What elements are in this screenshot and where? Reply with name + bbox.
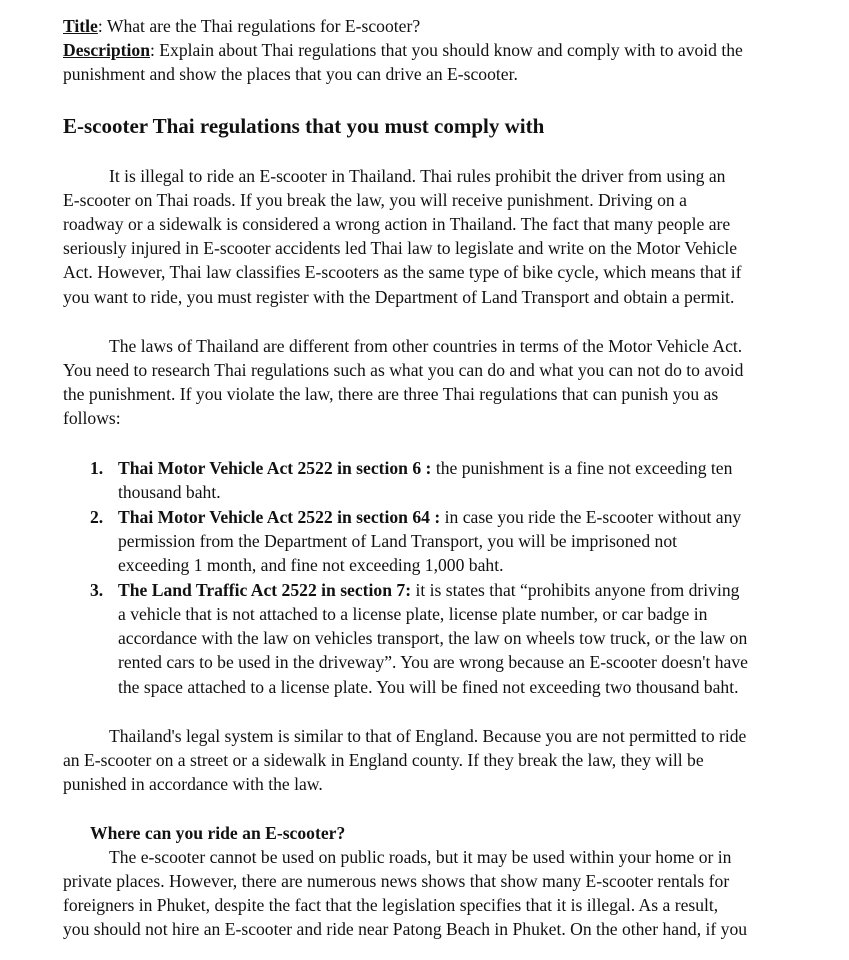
paragraph-line: seriously injured in E-scooter accidents led Thai law to legislate and write on the Motor Vehicle [63, 238, 738, 258]
title-text: : What are the Thai regulations for E-scooter? [97, 16, 421, 36]
paragraph-line: the punishment. If you violate the law, there are three Thai regulations that can punish you as [63, 384, 719, 404]
paragraph-line: foreigners in Phuket, despite the fact that the legislation specifies that it is illegal. As a result, [63, 895, 719, 915]
paragraph-line: Thailand's legal system is similar to that of England. Because you are not permitted to ride [109, 726, 747, 746]
regulation-text: the punishment is a fine not exceeding ten [431, 458, 733, 478]
paragraph-line: follows: [63, 408, 121, 428]
list-number: 1. [90, 458, 104, 478]
subheading: Where can you ride an E-scooter? [90, 823, 346, 843]
paragraph-line: E-scooter on Thai roads. If you break the law, you will receive punishment. Driving on a [63, 190, 687, 210]
paragraph-line: roadway or a sidewalk is considered a wrong action in Thailand. The fact that many people are [63, 214, 731, 234]
regulation-title: The Land Traffic Act 2522 in section 7: [118, 580, 412, 600]
regulation-text: thousand baht. [118, 482, 221, 502]
paragraph-line: private places. However, there are numerous news shows that show many E-scooter rentals for [63, 871, 730, 891]
paragraph-line: punished in accordance with the law. [63, 774, 323, 794]
regulation-text: it is states that “prohibits anyone from driving [411, 580, 740, 600]
section-heading: E-scooter Thai regulations that you must comply with [63, 114, 545, 138]
regulation-text: rented cars to be used in the driveway”. You are wrong because an E-scooter doesn't have [118, 652, 748, 672]
paragraph-line: an E-scooter on a street or a sidewalk in England county. If they break the law, they will be [63, 750, 704, 770]
regulation-text: accordance with the law on vehicles transport, the law on wheels tow truck, or the law on [118, 628, 748, 648]
paragraph-line: you should not hire an E-scooter and ride near Patong Beach in Phuket. On the other hand, if you [63, 919, 748, 939]
paragraph-line: The laws of Thailand are different from other countries in terms of the Motor Vehicle Act. [109, 336, 743, 356]
paragraph-line: you want to ride, you must register with the Department of Land Transport and obtain a permit. [63, 287, 735, 307]
list-number: 3. [90, 580, 104, 600]
description-line [63, 38, 743, 62]
paragraph-line: Act. However, Thai law classifies E-scooters as the same type of bike cycle, which means that if [63, 262, 742, 282]
paragraph-line: The e-scooter cannot be used on public roads, but it may be used within your home or in [109, 847, 732, 867]
paragraph-line: You need to research Thai regulations such as what you can do and what you can not do to avoid [63, 360, 744, 380]
paragraph-line: It is illegal to ride an E-scooter in Thailand. Thai rules prohibit the driver from using an [109, 166, 726, 186]
title-line [63, 14, 420, 38]
description-text: : Explain about Thai regulations that you should know and comply with to avoid the [149, 40, 743, 60]
regulation-title: Thai Motor Vehicle Act 2522 in section 64 : [118, 507, 441, 527]
regulation-text: permission from the Department of Land Transport, you will be imprisoned not [118, 531, 678, 551]
regulation-text: in case you ride the E-scooter without any [440, 507, 742, 527]
regulation-text: the space attached to a license plate. You will be fined not exceeding two thousand baht. [118, 677, 739, 697]
regulation-text: a vehicle that is not attached to a license plate, license plate number, or car badge in [118, 604, 708, 624]
description-label: Description [63, 40, 150, 60]
regulation-text: exceeding 1 month, and fine not exceeding 1,000 baht. [118, 555, 504, 575]
description-line-2: punishment and show the places that you can drive an E-scooter. [63, 64, 518, 84]
title-label: Title [63, 16, 98, 36]
list-number: 2. [90, 507, 104, 527]
regulation-title: Thai Motor Vehicle Act 2522 in section 6 : [118, 458, 432, 478]
